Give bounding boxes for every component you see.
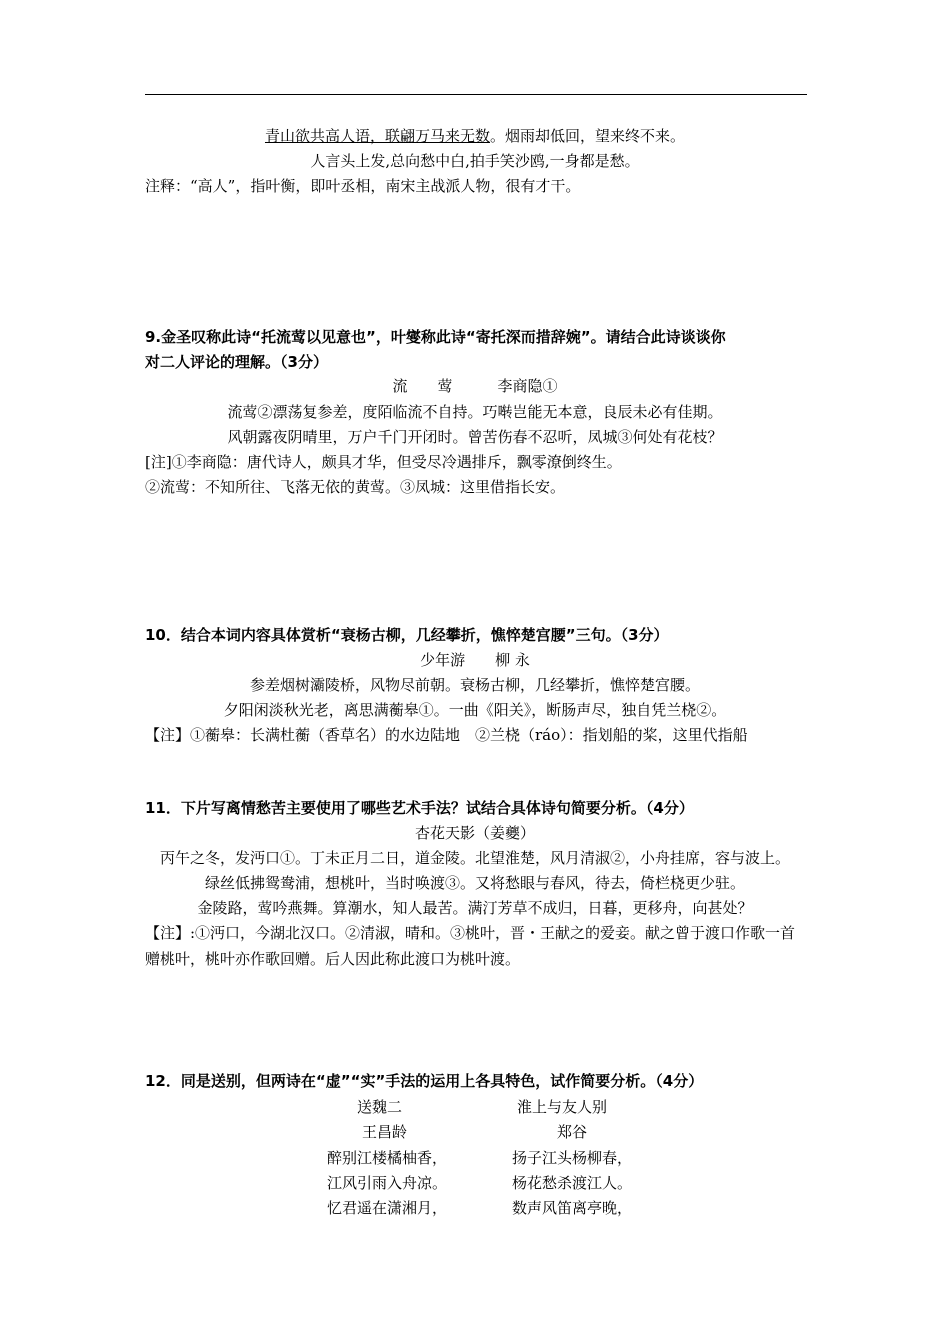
poem0-note: 注释：“高人”，指叶衡，即叶丞相，南宋主战派人物，很有才干。 xyxy=(145,177,581,195)
poem0-line2: 人言头上发,总向愁中白,拍手笑沙鸥,一身都是愁。 xyxy=(310,152,640,170)
header-rule xyxy=(145,94,807,95)
q11-poem-line1: 绿丝低拂鸳鸯浦，想桃叶，当时唤渡③。又将愁眼与春风，待去，倚栏桡更少驻。 xyxy=(204,874,745,892)
q12-left-author: 王昌龄 xyxy=(362,1123,408,1141)
poem0-underlined-text: 青山欲共高人语，联翩万马来无数 xyxy=(264,127,490,145)
q9-note2: ②流莺：不知所往、飞落无依的黄莺。③凤城：这里借指长安。 xyxy=(145,478,566,496)
q9-note1: [注]①李商隐：唐代诗人，颇具才华，但受尽冷遇排斥，飘零潦倒终生。 xyxy=(145,453,622,471)
q12-right-line: 杨花愁杀渡江人。 xyxy=(512,1174,633,1192)
poem0-line1-rest: 。烟雨却低回，望来终不来。 xyxy=(490,127,686,145)
q9-poem-line1: 流莺②漂荡复参差，度陌临流不自持。巧啭岂能无本意，良辰未必有佳期。 xyxy=(227,403,723,421)
q12-left-line: 江风引雨入舟凉。 xyxy=(327,1174,448,1192)
poem0-line1 xyxy=(0,126,950,146)
q12-right-line: 扬子江头杨柳春， xyxy=(512,1149,633,1167)
q10-poem-line1: 参差烟树灞陵桥，风物尽前朝。衰杨古柳，几经攀折，憔悴楚宫腰。 xyxy=(249,676,700,694)
q10-question: 10．结合本词内容具体赏析“衰杨古柳，几经攀折，憔悴楚宫腰”三句。（3分） xyxy=(145,626,669,644)
q11-preface: 丙午之冬，发沔口①。丁未正月二日，道金陵。北望淮楚，风月清淑②，小舟挂席，容与波上。 xyxy=(159,849,790,867)
q12-left-line: 醉别江楼橘柚香， xyxy=(327,1149,448,1167)
q10-poem-line2: 夕阳闲淡秋光老，离思满蘅皋①。一曲《阳关》，断肠声尽，独自凭兰桡②。 xyxy=(223,701,727,719)
q11-question: 11．下片写离情愁苦主要使用了哪些艺术手法？试结合具体诗句简要分析。（4分） xyxy=(145,799,694,817)
q10-poem-title: 少年游 柳 永 xyxy=(420,651,530,669)
q12-right-author: 郑谷 xyxy=(557,1123,588,1141)
q11-note: 【注】:①沔口，今湖北汉口。②清淑，晴和。③桃叶，晋・王献之的爱妾。献之曾于渡口作歌一首赠桃叶，桃叶亦作歌回赠。后人因此称此渡口为桃叶渡。 xyxy=(145,924,796,968)
q9-poem-line2: 风朝露夜阴晴里，万户千门开闭时。曾苦伤春不忍听，凤城③何处有花枝？ xyxy=(227,428,723,446)
q12-left-title: 送魏二 xyxy=(357,1098,403,1116)
q12-right-line: 数声风笛离亭晚， xyxy=(512,1199,633,1217)
q11-poem-title: 杏花天影（姜夔） xyxy=(414,824,535,842)
q12-question: 12．同是送别，但两诗在“虚”“实”手法的运用上各具特色，试作简要分析。（4分） xyxy=(145,1072,704,1090)
q12-right-title: 淮上与友人别 xyxy=(517,1098,608,1116)
q9-question-line1: 9.金圣叹称此诗“托流莺以见意也”，叶燮称此诗“寄托深而措辞婉”。请结合此诗谈谈你 xyxy=(145,328,726,346)
q12-left-line: 忆君遥在潇湘月， xyxy=(327,1199,448,1217)
q9-question-line2: 对二人评论的理解。（3分） xyxy=(145,353,328,371)
q9-poem-title: 流 莺 李商隐① xyxy=(392,377,558,395)
q10-note: 【注】①蘅皋：长满杜蘅（香草名）的水边陆地 ②兰桡（ráo）：指划船的桨，这里代指船 xyxy=(145,726,748,744)
q11-poem-line2: 金陵路，莺吟燕舞。算潮水，知人最苦。满汀芳草不成归，日暮，更移舟，向甚处？ xyxy=(197,899,753,917)
